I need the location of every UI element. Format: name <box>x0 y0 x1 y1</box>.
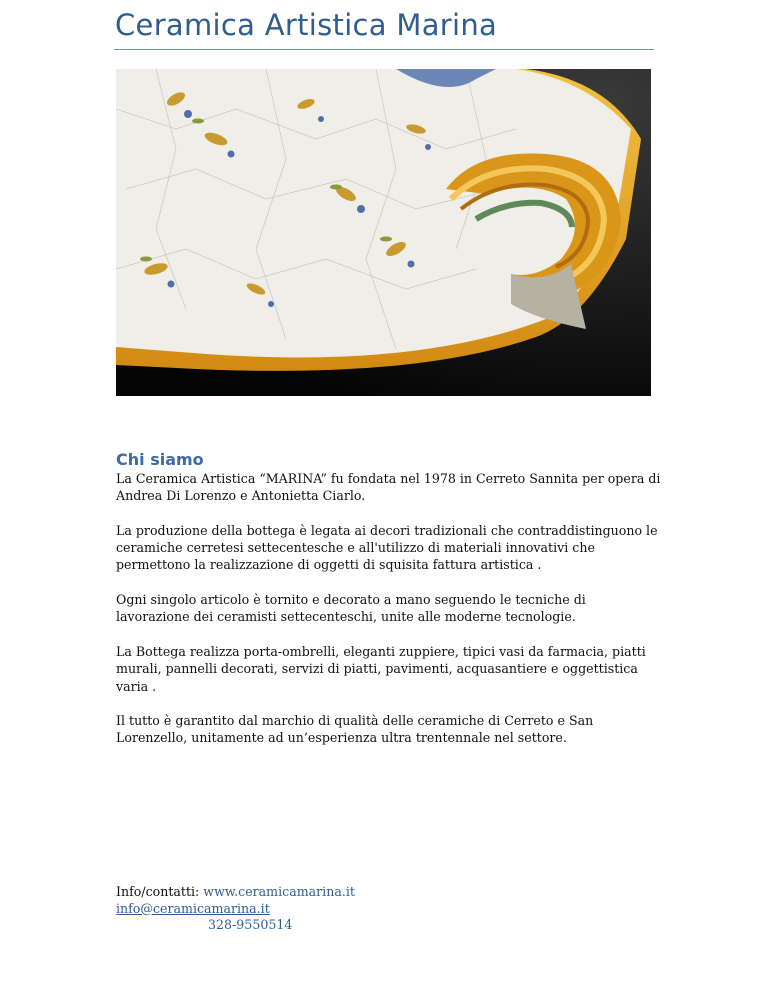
contacts-block <box>116 884 516 934</box>
contacts-line <box>116 884 516 901</box>
ceramic-platter-photo <box>116 69 651 396</box>
website-link[interactable]: www.ceramicamarina.it <box>203 884 355 899</box>
paragraph-products: La Bottega realizza porta-ombrelli, eleganti zuppiere, tipici vasi da farmacia, piatti murali, pannelli decorati, servizi di piatti, pavimenti, acquasantiere e oggettistica varia . <box>116 643 646 694</box>
paragraph-quality: Il tutto è garantito dal marchio di qualità delle ceramiche di Cerreto e San Lorenzello, unitamente ad un’esperienza ultra trentennale nel settore. <box>116 713 594 746</box>
contacts-label: Info/contatti: <box>116 884 204 899</box>
section-heading: Chi siamo <box>116 450 204 469</box>
phone-number: 328-9550514 <box>208 917 293 932</box>
paragraph-founding: La Ceramica Artistica “MARINA” fu fondata nel 1978 in Cerreto Sannita per opera di Andrea Di Lorenzo e Antonietta Ciarlo. <box>116 471 661 504</box>
title-divider <box>114 49 654 50</box>
paragraph-technique: Ogni singolo articolo è tornito e decorato a mano seguendo le tecniche di lavorazione dei ceramisti settecenteschi, unite alle moderne tecnologie. <box>116 592 586 625</box>
body-text <box>116 470 661 764</box>
email-link[interactable]: info@ceramicamarina.it <box>116 900 270 916</box>
paragraph-production: La produzione della bottega è legata ai decori tradizionali che contraddistinguono le ceramiche cerretesi settecentesche e all'utilizzo di materiali innovativi che permettono la realizzazione di oggetti di squisita fattura artistica . <box>116 522 658 573</box>
page-title: Ceramica Artistica Marina <box>115 8 498 42</box>
